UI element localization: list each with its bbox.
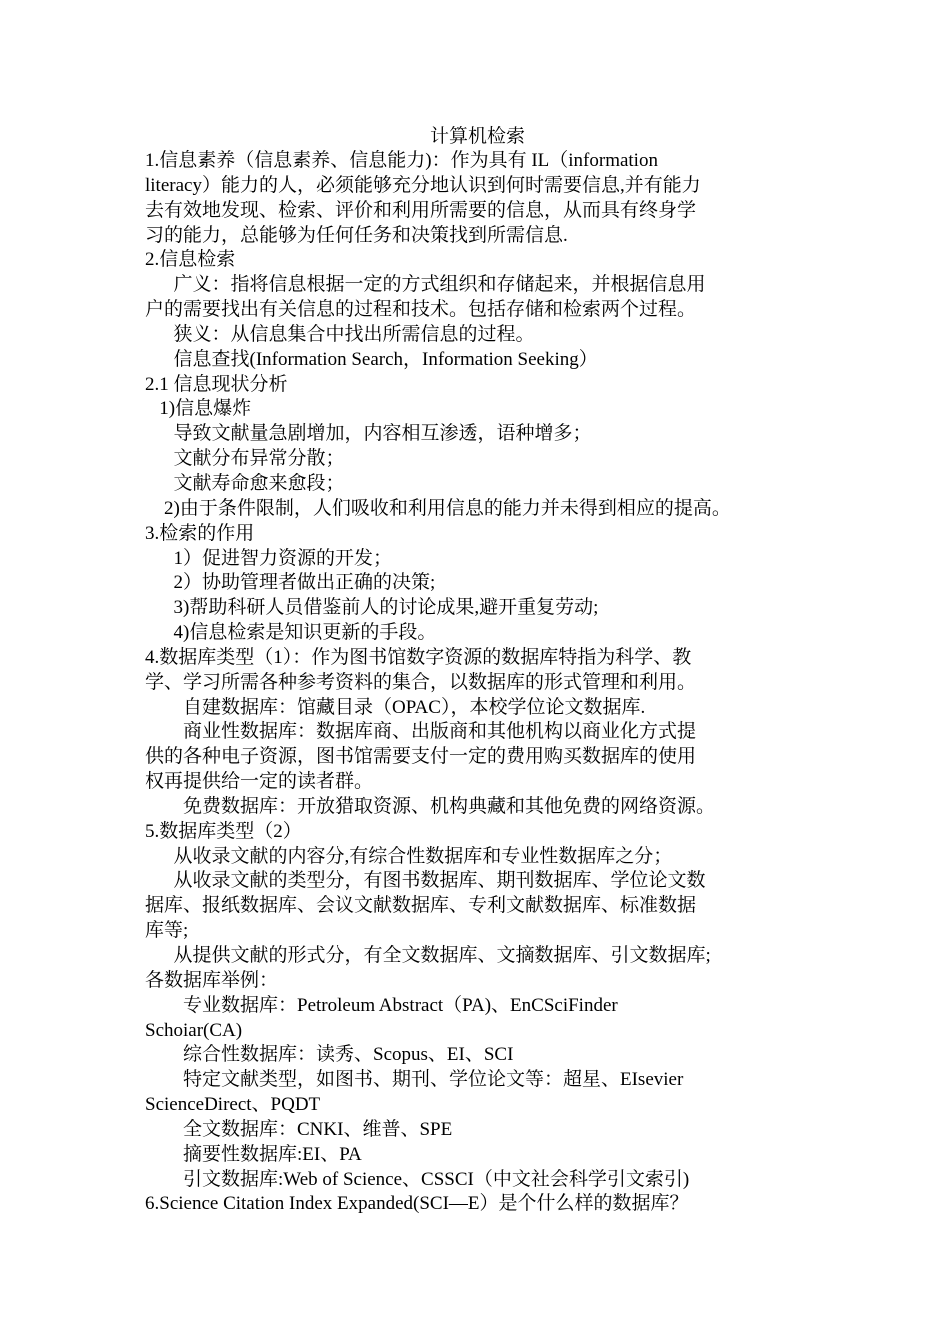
text-line: 从提供文献的形式分，有全文数据库、文摘数据库、引文数据库; (145, 945, 711, 966)
text-line: 各数据库举例： (145, 969, 279, 991)
text-line: 据库、报纸数据库、会议文献数据库、专利文献数据库、标准数据 (145, 895, 697, 917)
text-line: 文献寿命愈来愈段； (145, 472, 345, 494)
text-line: 1)信息爆炸 (145, 398, 252, 420)
text-line: 权再提供给一定的读者群。 (145, 771, 374, 793)
text-line: 3)帮助科研人员借鉴前人的讨论成果,避开重复劳动; (145, 597, 599, 619)
text-line: 4.数据库类型（1）：作为图书馆数字资源的数据库特指为科学、教 (145, 646, 692, 668)
text-line: 特定文献类型，如图书、期刊、学位论文等：超星、EIsevier (145, 1069, 684, 1091)
text-line: 综合性数据库：读秀、Scopus、EI、SCI (145, 1044, 514, 1066)
text-line: 信息查找(Information Search，Information Seeking） (145, 348, 598, 370)
text-line: 2)由于条件限制，人们吸收和利用信息的能力并未得到相应的提高。 (145, 497, 731, 519)
text-line: 广义：指将信息根据一定的方式组织和存储起来，并根据信息用 (145, 274, 706, 296)
text-line: 供的各种电子资源，图书馆需要支付一定的费用购买数据库的使用 (145, 746, 697, 768)
text-line: 狭义：从信息集合中找出所需信息的过程。 (145, 323, 535, 345)
text-line: 1）促进智力资源的开发； (145, 547, 393, 569)
text-line: 全文数据库：CNKI、维普、SPE (145, 1118, 453, 1140)
text-line: 从收录文献的类型分，有图书数据库、期刊数据库、学位论文数 (145, 870, 706, 892)
text-line: 户的需要找出有关信息的过程和技术。包括存储和检索两个过程。 (145, 299, 697, 321)
text-line: 摘要性数据库:EI、PA (145, 1143, 362, 1165)
text-line: 2.1 信息现状分析 (145, 373, 288, 395)
document-title: 计算机检索 (429, 126, 525, 147)
text-line: 商业性数据库：数据库商、出版商和其他机构以商业化方式提 (145, 721, 697, 743)
text-line: 4)信息检索是知识更新的手段。 (145, 622, 437, 644)
text-line: ScienceDirect、PQDT (145, 1094, 321, 1116)
text-line: 6.Science Citation Index Expanded(SCI—E）是个什么样的数据库？ (145, 1193, 689, 1215)
text-line: 文献分布异常分散； (145, 448, 345, 470)
text-line: 习的能力，总能够为任何任务和决策找到所需信息. (145, 224, 568, 246)
text-line: 专业数据库：Petroleum Abstract（PA)、EnCSciFinder (145, 994, 618, 1016)
text-line: 1.信息素养（信息素养、信息能力)：作为具有 IL（information (145, 150, 658, 171)
text-line: 2.信息检索 (145, 249, 236, 271)
document-text (145, 149, 845, 1217)
text-line: 学、学习所需各种参考资料的集合，以数据库的形式管理和利用。 (145, 671, 697, 693)
text-line: 从收录文献的内容分,有综合性数据库和专业性数据库之分； (145, 845, 673, 867)
text-line: 3.检索的作用 (145, 522, 255, 544)
text-line: 导致文献量急剧增加，内容相互渗透，语种增多； (145, 423, 592, 445)
text-line: 5.数据库类型（2） (145, 820, 302, 842)
document-body (145, 124, 845, 1217)
text-line: 去有效地发现、检索、评价和利用所需要的信息，从而具有终身学 (145, 199, 697, 221)
text-line: 自建数据库：馆藏目录（OPAC），本校学位论文数据库. (145, 696, 646, 718)
text-line: 2）协助管理者做出正确的决策; (145, 572, 436, 594)
text-line: 免费数据库：开放猎取资源、机构典藏和其他免费的网络资源。 (145, 795, 716, 817)
text-line: 库等; (145, 920, 189, 942)
text-line: 引文数据库:Web of Science、CSSCI（中文社会科学引文索引) (145, 1168, 690, 1190)
text-line: literacy）能力的人，必须能够充分地认识到何时需要信息,并有能力 (145, 174, 701, 196)
text-line: Schoiar(CA) (145, 1019, 243, 1041)
